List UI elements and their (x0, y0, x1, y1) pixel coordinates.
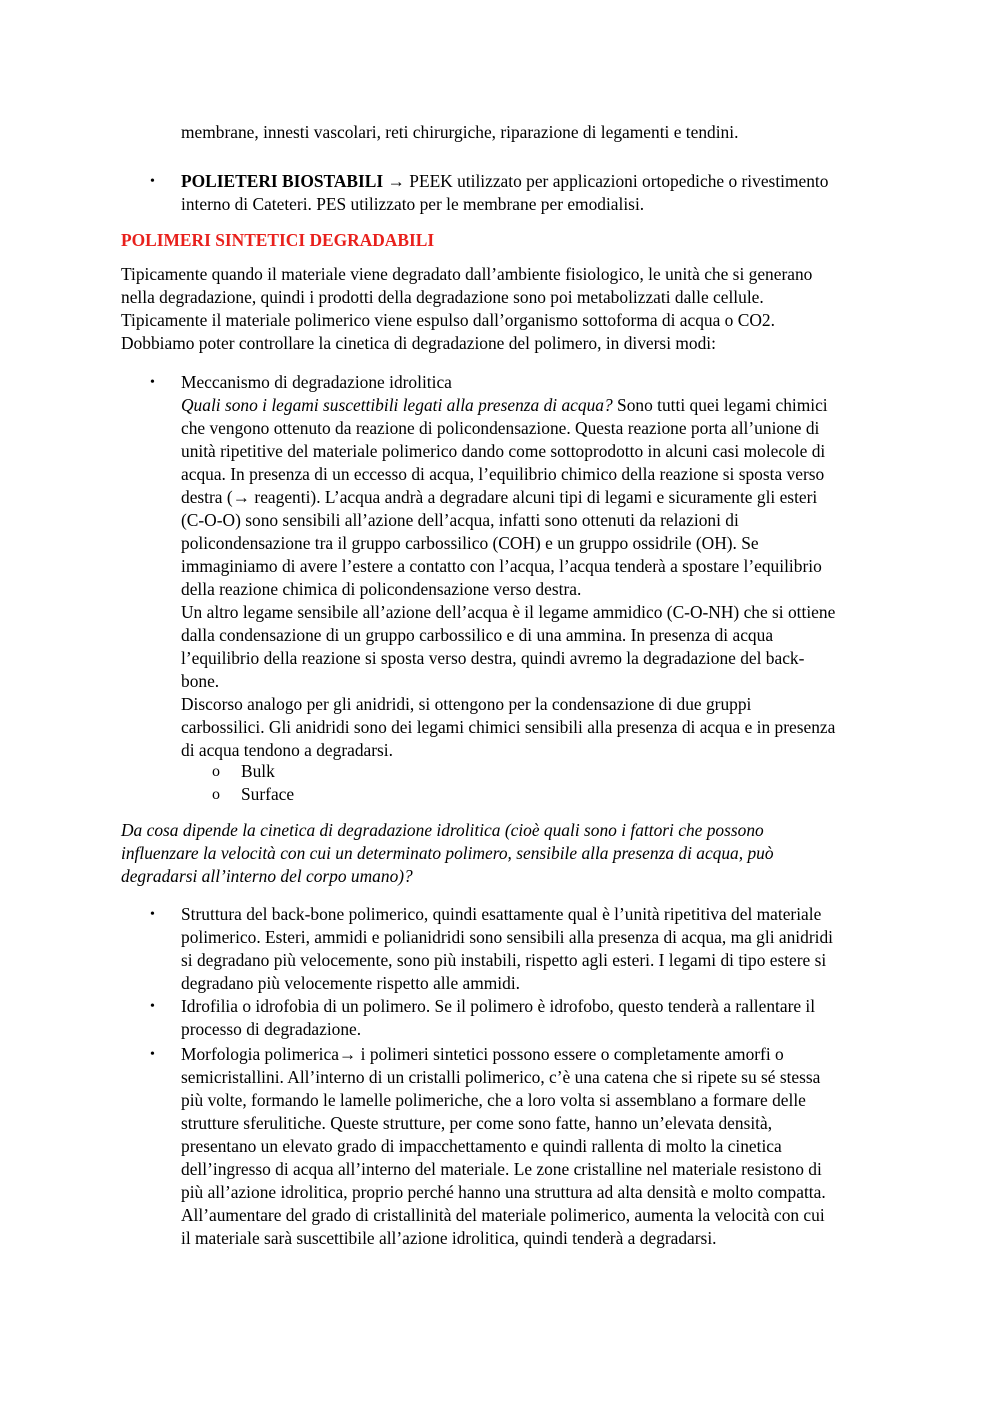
mechanism-line: (C-O-O) sono sensibili all’azione dell’acqua, infatti sono ottenuti da relazioni di (181, 510, 739, 530)
intro-line: nella degradazione, quindi i prodotti della degradazione sono poi metabolizzati dalle cellule. (121, 287, 764, 307)
factor-line: polimerico. Esteri, ammidi e polianidridi sono sensibili alla presenza di acqua, ma gli anidridi (181, 927, 833, 947)
mechanism-item (181, 371, 835, 762)
factor-line: il materiale sarà suscettibile all’azione idrolitica, quindi tenderà a degradarsi. (181, 1228, 717, 1248)
factor-line: semicristallini. All’interno di un cristalli polimerico, c’è una catena che si ripete su sé stessa (181, 1067, 821, 1087)
mechanism-line: che vengono ottenuto da reazione di policondensazione. Questa reazione porta all’unione di (181, 418, 820, 438)
section-heading: POLIMERI SINTETICI DEGRADABILI (121, 230, 435, 250)
intro-line: Tipicamente quando il materiale viene degradato dall’ambiente fisiologico, le unità che si generano (121, 264, 813, 284)
factor-line: All’aumentare del grado di cristallinità del materiale polimerico, aumenta la velocità con cui (181, 1205, 825, 1225)
mechanism-title: Meccanismo di degradazione idrolitica (181, 372, 452, 392)
mechanism-line: carbossilici. Gli anidridi sono dei legami chimici sensibili alla presenza di acqua e in presenza (181, 717, 836, 737)
factor-line: presentano un elevato grado di impacchettamento e quindi rallenta di molto la cinetica (181, 1136, 782, 1156)
mechanism-line: unità ripetitive del materiale polimerico dando come sottoprodotto in alcuni casi molecole di (181, 441, 826, 461)
polieteri-line-2: interno di Cateteri. PES utilizzato per le membrane per emodialisi. (181, 194, 645, 214)
intro-line: Tipicamente il materiale polimerico viene espulso dall’organismo sottoforma di acqua o CO2. (121, 310, 775, 330)
polieteri-title: POLIETERI BIOSTABILI (181, 171, 384, 191)
bullet-mechanism: • (150, 375, 155, 390)
factor-morfologia (181, 1043, 826, 1250)
arrow-icon: → (387, 171, 405, 191)
factor-line: dell’ingresso di acqua all’interno del materiale. Le zone cristalline nel materiale resistono di (181, 1159, 822, 1179)
mechanism-question-line (181, 394, 835, 417)
mechanism-line: immaginiamo di avere l’estere a contatto con l’acqua, l’acqua tenderà a spostare l’equilibrio (181, 556, 822, 576)
kinetics-question (121, 819, 774, 888)
sub-bullet-icon: o (212, 763, 220, 780)
factor-line: Morfologia polimerica→ i polimeri sintetici possono essere o completamente amorfi o (181, 1044, 784, 1064)
factor-line: più volte, formando le lamelle polimeriche, che a loro volta si assemblano a formare delle (181, 1090, 806, 1110)
sub-item-surface: Surface (241, 784, 295, 804)
factor-idrofilia (181, 995, 815, 1041)
bullet-factor: • (150, 1047, 155, 1062)
factor-line: processo di degradazione. (181, 1019, 362, 1039)
polieteri-text-1: PEEK utilizzato per applicazioni ortopediche o rivestimento (404, 171, 829, 191)
polieteri-item (181, 170, 828, 216)
mechanism-line: policondensazione tra il gruppo carbossilico (COH) e un gruppo ossidrile (OH). Se (181, 533, 759, 553)
continuation-line: membrane, innesti vascolari, reti chirurgiche, riparazione di legamenti e tendini. (181, 122, 739, 142)
factor-line: Struttura del back-bone polimerico, quindi esattamente qual è l’unità ripetitiva del materiale (181, 904, 822, 924)
mechanism-question-rest: Sono tutti quei legami chimici (612, 395, 828, 415)
mechanism-line: Discorso analogo per gli anidridi, si ottengono per la condensazione di due gruppi (181, 694, 752, 714)
factor-backbone (181, 903, 833, 995)
mechanism-line: dalla condensazione di un gruppo carbossilico e di una ammina. In presenza di acqua (181, 625, 774, 645)
factor-line: Idrofilia o idrofobia di un polimero. Se il polimero è idrofobo, questo tenderà a rallentare il (181, 996, 816, 1016)
factor-line: più all’azione idrolitica, proprio perché hanno una struttura ad alta densità e molto compatta. (181, 1182, 826, 1202)
mechanism-line: l’equilibrio della reazione si sposta verso destra, quindi avremo la degradazione del back- (181, 648, 805, 668)
mechanism-line: acqua. In presenza di un eccesso di acqua, l’equilibrio chimico della reazione si sposta verso (181, 464, 825, 484)
kinetics-line: influenzare la velocità con cui un determinato polimero, sensibile alla presenza di acqua, può (121, 843, 774, 863)
mechanism-line: destra (→ reagenti). L’acqua andrà a degradare alcuni tipi di legami e sicuramente gli esteri (181, 487, 818, 507)
mechanism-question: Quali sono i legami suscettibili legati alla presenza di acqua? (181, 395, 613, 415)
sub-bullet-icon: o (212, 786, 220, 803)
bullet-factor: • (150, 907, 155, 922)
mechanism-line: della reazione chimica di policondensazione verso destra. (181, 579, 582, 599)
mechanism-line: bone. (181, 671, 220, 691)
kinetics-line: degradarsi all’interno del corpo umano)? (121, 866, 413, 886)
mechanism-line: Un altro legame sensibile all’azione dell’acqua è il legame ammidico (C-O-NH) che si ottiene (181, 602, 836, 622)
bullet-factor: • (150, 999, 155, 1014)
kinetics-line: Da cosa dipende la cinetica di degradazione idrolitica (cioè quali sono i fattori che possono (121, 820, 764, 840)
sub-item-bulk: Bulk (241, 761, 275, 781)
factor-line: si degradano più velocemente, sono più instabili, rispetto agli esteri. I legami di tipo estere si (181, 950, 827, 970)
polieteri-line-1 (181, 170, 828, 193)
intro-paragraph (121, 263, 812, 355)
factor-line: degradano più velocemente rispetto alle ammidi. (181, 973, 520, 993)
intro-line: Dobbiamo poter controllare la cinetica di degradazione del polimero, in diversi modi: (121, 333, 716, 353)
factor-line: strutture sferulitiche. Queste strutture, per come sono fatte, hanno un’elevata densità, (181, 1113, 773, 1133)
bullet-polieteri: • (150, 174, 155, 189)
mechanism-line: di acqua tendono a degradarsi. (181, 740, 393, 760)
